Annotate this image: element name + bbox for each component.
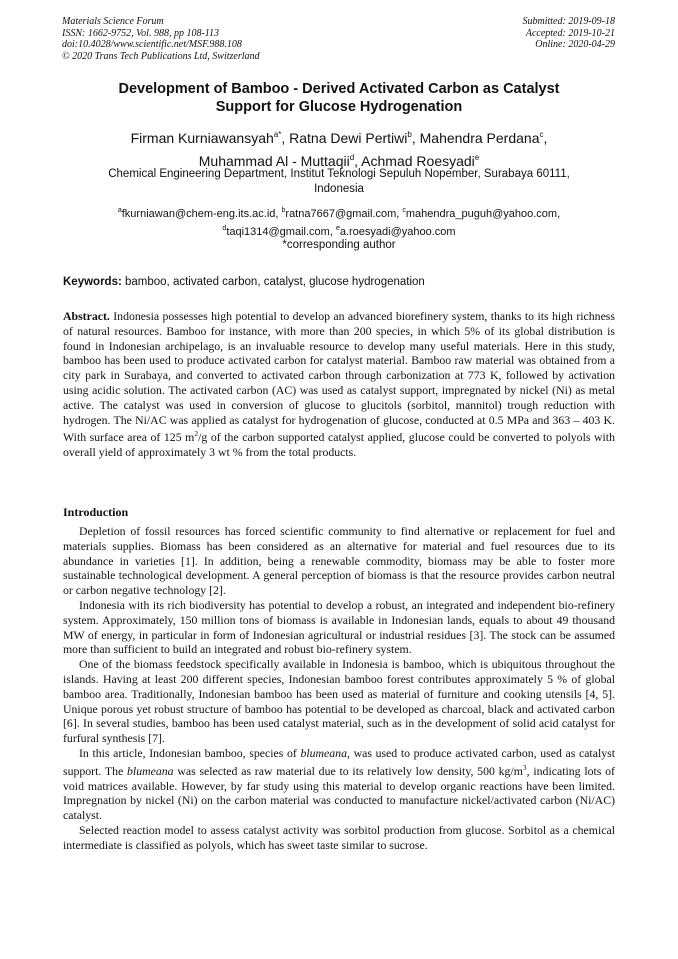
- author: Ratna Dewi Pertiwi: [289, 130, 408, 146]
- paragraph: One of the biomass feedstock specifically available in Indonesia is bamboo, which is ubiquitous throughout the islands. Having at least 200 different species, Indonesian bamboo forest contributes approximately 5 % of global bamboo area. Traditionally, Indonesian bamboo has been used as material of furniture and cooking utensils [4, 5]. Unique porous yet robust structure of bamboo has potential to be developed as charcoal, black and activated carbon [6]. In several studies, bamboo has been used catalyst material, such as in the development of solid acid catalyst for furfural synthesis [7].: [63, 657, 615, 746]
- email-link[interactable]: ratna7667@gmail.com: [285, 208, 397, 220]
- paragraph: Selected reaction model to assess catalyst activity was sorbitol production from glucose. Sorbitol as a chemical intermediate is classified as polyols, which has sweet taste similar to sucrose.: [63, 822, 615, 852]
- keywords-text: bamboo, activated carbon, catalyst, glucose hydrogenation: [121, 276, 425, 288]
- accepted-date: Accepted: 2019-10-21: [525, 27, 615, 39]
- paragraph: In this article, Indonesian bamboo, species of blumeana, was used to produce activated carbon, used as catalyst support. The blumeana was selected as raw material due to its relatively low density, 500 $kg/m^3$, indicating lots of void matrices available. However, by far study using this material to develop organic reactions have been limited. Impregnation by nickel (Ni) on the carbon material was conducted to manufacture nickel/activated carbon (Ni/AC) catalyst.: [63, 745, 615, 823]
- paper-title: Development of Bamboo - Derived Activated Carbon as Catalyst Support for Glucose Hydrogenation: [118, 81, 560, 115]
- keywords-label: Keywords:: [63, 276, 122, 288]
- doi[interactable]: doi:10.4028/www.scientific.net/MSF.988.108: [62, 39, 242, 50]
- abstract-label: Abstract.: [63, 309, 110, 323]
- abstract: Abstract. Indonesia possesses high potential to develop an advanced biorefinery system, thanks to its high richness of natural resources. Bamboo for instance, with more than 200 species, in which 5% of its global distribution is found in Indonesian archipelago, is an invaluable resource to develop many useful materials. Here in this study, bamboo has been used to produce activated carbon for catalyst material. Bamboo raw material was obtained from a city park in Surabaya, and converted to activated carbon through carbonization at 773 K, followed by activation using acidic solution. The activated carbon (AC) was used as catalyst support, impregnated by nickel (Ni) as metal active. The catalyst was used in conversion of glucose to glucitols (sorbitol, mannitol) trough reduction with hydrogen. The Ni/AC was applied as catalyst for hydrogenation of glucose, conducted at 0.5 MPa and 363 – 403 K. With surface area of 125 $m^2/g$ of the carbon supported catalyst applied, glucose could be converted to polyols with overall yield of approximately 3 wt % from the total products.: [63, 309, 615, 460]
- section-heading-introduction: Introduction: [63, 505, 129, 519]
- keywords: [63, 276, 615, 288]
- email-link[interactable]: a.roesyadi@yahoo.com: [339, 225, 456, 238]
- email-link[interactable]: mahendra_puguh@yahoo.com: [405, 208, 558, 220]
- corresponding-note: *corresponding author: [282, 239, 396, 251]
- author-list: Firman Kurniawansyah$^{a*}$, Ratna Dewi Pertiwi$^b$, Mahendra Perdana$^c$, Muhammad Al - Muttaqii$^d$, Achmad Roesyadi$^e$: [130, 130, 548, 169]
- author: Mahendra Perdana: [419, 130, 540, 146]
- journal-name: Materials Science Forum: [62, 16, 164, 27]
- author: Muhammad Al - Muttaqii: [198, 153, 350, 169]
- email-link[interactable]: fkurniawan@chem-eng.its.ac.id: [121, 208, 276, 220]
- submitted-date: Submitted: 2019-09-18: [522, 16, 615, 27]
- paragraph: Indonesia with its rich biodiversity has potential to develop a robust, an integrated and independent bio-refinery system. Approximately, 150 million tons of biomass is available in Indonesian lands, equals to about 49 thousand MW of energy, in particular in form of Indonesian agricultural or industrial residues [3]. The stock can be assumed more than sufficient to build an integrated and robust bio-refinery system.: [63, 597, 615, 657]
- online-date: Online: 2020-04-29: [535, 39, 615, 50]
- paragraph: Depletion of fossil resources has forced scientific community to find alternative or replacement for fuel and materials supplies. Biomass has been considered as an alternative for material and fuel resources due to its abundance in varieties [1]. In addition, being a renewable commodity, biomass may be able to foster more sustainable technological development. A general perception of biomass is that the resource provides carbon neutral or carbon negative technology [2].: [63, 524, 615, 598]
- author: Firman Kurniawansyah: [130, 130, 274, 146]
- email-link[interactable]: taqi1314@gmail.com: [226, 225, 330, 238]
- affiliation: Chemical Engineering Department, Institut Teknologi Sepuluh Nopember, Surabaya 60111, Indonesia: [108, 168, 570, 195]
- author-emails: $^a$fkurniawan@chem-eng.its.ac.id, $^b$ratna7667@gmail.com, $^c$mahendra_puguh@yahoo.com, $^d$taqi1314@gmail.com, $^e$a.roesyadi@yahoo.com: [117, 207, 561, 238]
- copyright: © 2020 Trans Tech Publications Ltd, Switzerland: [62, 50, 260, 62]
- journal-header: [62, 16, 260, 62]
- issn: ISSN: 1662-9752, Vol. 988, pp 108-113: [62, 27, 220, 39]
- author: Achmad Roesyadi: [361, 153, 475, 169]
- dates-header: [523, 16, 616, 51]
- introduction-body: [63, 524, 615, 853]
